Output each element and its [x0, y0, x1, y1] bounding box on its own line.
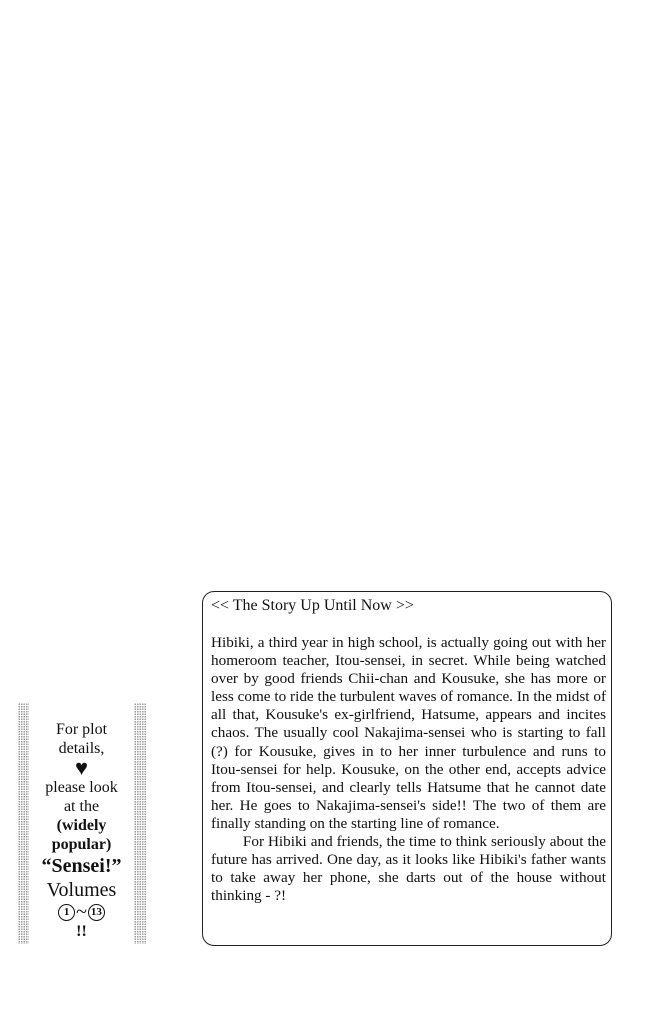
- promo-line-1: For plot: [55, 721, 108, 738]
- promo-line-3: please look: [45, 779, 118, 796]
- volume-start-badge: 1: [58, 904, 75, 921]
- heart-icon: ♥: [74, 755, 89, 780]
- promo-box: [18, 703, 146, 944]
- story-paragraph-2: For Hibiki and friends, the time to think seriously about the future has arrived. One day, as it looks like Hibiki's father wants to take away her phone, she darts out of the house without thinking - ?!: [211, 833, 606, 905]
- story-summary-box: [202, 591, 612, 946]
- screentone-right: [134, 703, 146, 944]
- promo-line-5: (widely: [56, 817, 107, 834]
- tilde-glyph: ~: [76, 900, 87, 923]
- promo-volume-range: [29, 902, 134, 922]
- screentone-left: [18, 703, 29, 944]
- promo-volumes-label: Volumes: [46, 879, 117, 901]
- promo-line-4: at the: [63, 798, 100, 815]
- story-title: << The Story Up Until Now >>: [211, 597, 414, 614]
- promo-line-6: popular): [51, 836, 112, 853]
- promo-text: [29, 703, 134, 944]
- volume-end-badge: 13: [88, 904, 105, 921]
- story-paragraph-1: Hibiki, a third year in high school, is actually going out with her homeroom teacher, Itou-sensei, in secret. While being watched over by good friends Chii-chan and Kousuke, she has more or less come to ride the turbulent waves of romance. In the midst of all that, Kousuke's ex-girlfriend, Hatsume, appears and incites chaos. The usually cool Nakajima-sensei who is starting to fall (?) for Kousuke, gives in to her inner turbulence and runs to Itou-sensei for help. Kousuke, on the other end, accepts advice from Itou-sensei, and clearly tells Hatsume that he cannot date her. He goes to Nakajima-sensei's side!! The two of them are finally standing on the starting line of romance.: [211, 634, 606, 832]
- promo-line-2: details,: [58, 740, 105, 757]
- promo-series-title: “Sensei!”: [41, 855, 122, 877]
- promo-exclaim: !!: [76, 922, 87, 940]
